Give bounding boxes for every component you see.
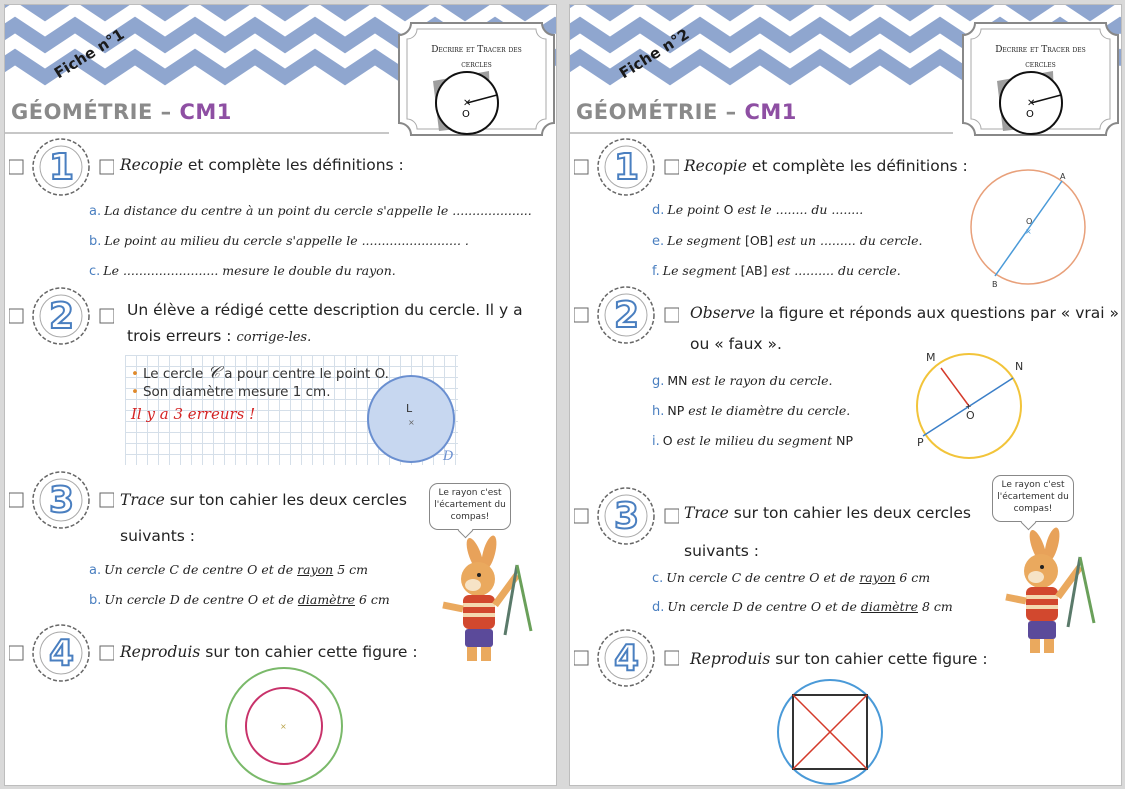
item-pre: Un cercle D de centre O et de [667,599,861,614]
exercise-2-instruction-line2 [127,327,311,345]
title-level: CM1 [179,100,232,124]
exercise-1-item [89,203,532,219]
exercise-4-verb: Reproduis [690,650,771,668]
description-line-1: • Le cercle 𝒞 a pour centre le point O. [131,363,389,383]
exercise-3-instruction-rest: sur ton cahier les deux cercles [164,491,407,509]
item-letter: d. [652,203,665,218]
exercise-2-item [652,403,850,419]
exercise-4-number: 4 [48,632,75,674]
exercise-1-verb: Recopie [684,157,747,175]
item-pre: Un cercle C de centre O et de [666,570,860,585]
header-badge [953,13,1122,148]
exercise-3-item [89,592,390,608]
exercise-2-instruction-line2: ou « faux ». [690,335,782,353]
item-letter: c. [89,264,101,279]
title-underline [570,132,953,134]
exercise-2-instruction-rest: la figure et réponds aux questions par « vrai » [755,304,1119,322]
exercise-3-instruction-rest: sur ton cahier les deux cercles [728,504,971,522]
item-post: 8 cm [917,599,953,614]
item-plain: O [723,202,734,217]
exercise-4-number: 4 [613,637,640,679]
item-letter: f. [652,264,660,279]
item-keyword: diamètre [860,599,918,614]
title-level: CM1 [744,100,797,124]
exercise-1-number-badge [9,138,114,196]
item-letter: e. [652,234,665,249]
exercise-2-number-badge [9,287,114,345]
rabbit-mascot-illustration [996,527,1114,659]
item-text: est le diamètre du cercle. [684,403,851,418]
item-post: 6 cm [354,592,390,607]
exercise-1-item [652,233,922,249]
item-plain: [OB] [744,233,774,248]
exercise-2-item [652,373,833,389]
point-b-label: B [992,280,998,289]
fiche-label: Fiche n°1 [51,25,128,83]
exercise-2-line2-start: trois erreurs : [127,327,237,345]
exercise-4-verb: Reproduis [120,643,201,661]
item-letter: i. [652,434,660,449]
svg-text:✕: ✕ [1027,98,1036,109]
item-letter: b. [89,234,102,249]
item-text: est le rayon du cercle. [687,373,833,388]
fiche-label: Fiche n°2 [616,25,693,83]
exercise-3-instruction [684,504,971,522]
error-note: Il y a 3 erreurs ! [131,405,256,423]
exercise-2-item [652,433,853,449]
exercise-2-line2-cursive: corrige-les. [236,330,312,345]
item-post: 5 cm [333,562,368,577]
item-letter: a. [89,204,102,219]
description-line-2-text: Son diamètre mesure 1 cm. [142,384,331,400]
exercise-3-item [89,562,368,578]
exercise-3-instruction [120,491,407,509]
item-text: La distance du centre à un point du cercle s'appelle le .................... [104,203,532,218]
item-letter: g. [652,374,665,389]
exercise-3-instruction-line2: suivants : [684,542,760,560]
header-badge [389,13,557,148]
item-text: est le milieu du segment [672,433,837,448]
exercise-3-verb: Trace [684,504,729,522]
exercise-2-instruction [690,304,1119,322]
exercise-4-instruction-rest: sur ton cahier cette figure : [770,650,988,668]
exercise-1-number: 1 [613,146,640,188]
exercise-2-instruction-line1: Un élève a rédigé cette description du cercle. Il y a [127,301,523,319]
point-a-label: A [1060,172,1066,181]
item-text: Le point au milieu du cercle s'appelle le ......................... . [104,233,469,248]
item-letter: a. [89,563,102,578]
exercise-1-verb: Recopie [120,156,183,174]
exercise-2-number: 2 [613,294,640,336]
item-text: Le segment [667,233,745,248]
item-plain: O [662,433,673,448]
item-letter: d. [652,600,665,615]
exercise-3-item [652,599,953,615]
item-plain: MN [667,373,688,388]
badge-title: Decrire et Tracer des cercles [995,45,1086,70]
exercise-1-instruction [684,157,968,175]
exercise-3-number-badge [9,471,114,529]
circle-diameter-figure [968,168,1093,290]
student-description-box [125,355,458,465]
exercise-1-instruction-rest: et complète les définitions : [746,157,968,175]
item-text-2: est un ......... du cercle. [773,233,923,248]
exercise-3-number: 3 [48,479,75,521]
exercise-4-instruction [690,650,988,668]
page-title [576,100,797,124]
title-underline [5,132,389,134]
page-title [11,100,232,124]
item-plain-2: NP [836,433,854,448]
title-main: GÉOMÉTRIE – [576,100,745,124]
worksheet-1 [4,4,557,786]
exercise-4-number-badge [574,629,679,687]
exercise-3-item [652,570,930,586]
point-o-label: O [1026,217,1033,226]
title-main: GÉOMÉTRIE – [11,100,180,124]
item-pre: Un cercle D de centre O et de [104,592,298,607]
item-text-2: est .......... du cercle. [767,263,901,278]
item-text: Le point [667,202,724,217]
point-p-label: P [917,436,924,449]
square-in-circle-figure [776,678,884,786]
exercise-1-item [89,263,396,279]
exercise-3-number: 3 [613,495,640,537]
item-text: Le ........................ mesure le double du rayon. [103,263,396,278]
svg-text:✕: ✕ [463,98,472,109]
item-text: Le segment [662,263,741,278]
exercise-2-number-badge [574,286,679,344]
exercise-1-item [652,202,863,218]
exercise-1-number: 1 [48,146,75,188]
item-plain: NP [667,403,685,418]
exercise-1-instruction [120,156,404,174]
circle-point-label: L [406,402,413,415]
exercise-1-number-badge [574,138,679,196]
item-text-2: est le ........ du ........ [733,202,864,217]
description-line-2: • Son diamètre mesure 1 cm. [131,384,331,400]
svg-text:×: × [280,722,287,731]
concentric-circles-figure [223,666,345,786]
item-keyword: rayon [859,570,896,585]
item-pre: Un cercle C de centre O et de [104,562,298,577]
svg-text:×: × [408,418,415,427]
exercise-1-instruction-rest: et complète les définitions : [182,156,404,174]
item-keyword: diamètre [297,592,355,607]
item-letter: b. [89,593,102,608]
exercise-2-number: 2 [48,295,75,337]
point-o-label: O [966,409,975,422]
point-m-label: M [926,351,936,364]
exercise-4-instruction-rest: sur ton cahier cette figure : [200,643,418,661]
description-line-1-b: a pour centre le point O. [220,366,389,382]
badge-title: Decrire et Tracer des cercles [431,45,522,70]
exercise-2-verb: Observe [690,304,756,322]
exercise-4-number-badge [9,624,114,682]
exercise-3-verb: Trace [120,491,165,509]
speech-bubble: Le rayon c'est l'écartement du compas! [992,475,1074,522]
badge-point-label: O [462,109,470,120]
circle-mnp-figure [915,350,1025,460]
circle-symbol: 𝒞 [207,363,221,383]
exercise-1-item [652,263,901,279]
worksheet-2 [569,4,1122,786]
rabbit-mascot-illustration [433,535,551,667]
exercise-3-number-badge [574,487,679,545]
point-n-label: N [1015,360,1024,373]
svg-text:×: × [1025,227,1032,236]
item-letter: c. [652,571,664,586]
item-keyword: rayon [297,562,334,577]
circle-name-label: D [443,449,454,464]
item-letter: h. [652,404,665,419]
svg-text:+: + [965,402,972,411]
item-post: 6 cm [895,570,931,585]
item-plain: [AB] [740,263,768,278]
exercise-4-instruction [120,643,418,661]
speech-bubble: Le rayon c'est l'écartement du compas! [429,483,511,530]
badge-point-label: O [1026,109,1034,120]
description-line-1-a: Le cercle [142,366,208,382]
exercise-3-instruction-line2: suivants : [120,527,196,545]
exercise-1-item [89,233,469,249]
